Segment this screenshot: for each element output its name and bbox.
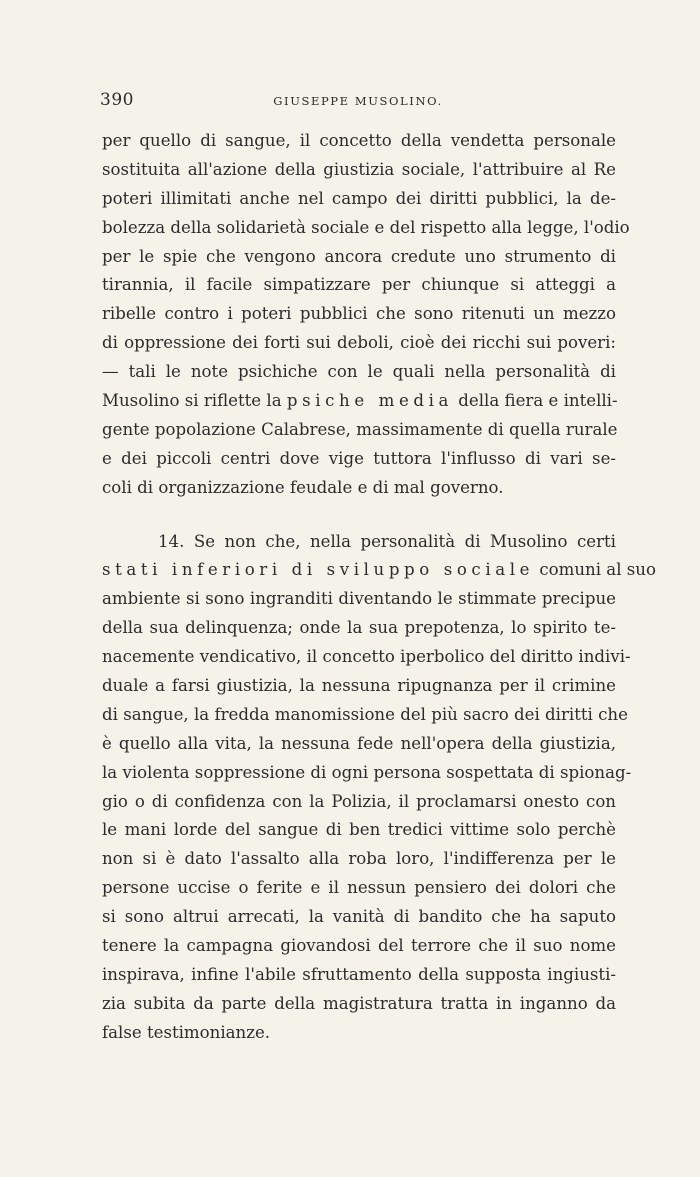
text-line: di sangue, la fredda manomissione del più sacro dei diritti che [102, 704, 628, 724]
text-line: tenere la campagna giovandosi del terrore che il suo nome [102, 936, 616, 956]
text-line: tirannia, il facile simpatizzare per chiunque si atteggi a [102, 275, 616, 295]
text-segment: della fiera e intelli- [453, 391, 618, 411]
text-line: inspirava, infine l'abile sfruttamento della supposta ingiusti- [102, 964, 616, 984]
text-line: gio o di confidenza con la Polizia, il proclamarsi onesto con [102, 791, 616, 811]
text-line: si sono altrui arrecati, la vanità di bandito che ha saputo [102, 907, 616, 927]
text-line: della sua delinquenza; onde la sua prepotenza, lo spirito te- [102, 618, 616, 638]
text-segment: comuni al suo [534, 560, 656, 580]
text-line-with-spaced-emphasis [102, 556, 656, 585]
paragraph-gap [102, 503, 616, 528]
text-line: è quello alla vita, la nessuna fede nell'opera della giustizia, [102, 733, 616, 753]
text-line: le mani lorde del sangue di ben tredici vittime solo perchè [102, 820, 616, 840]
text-line: e dei piccoli centri dove vige tuttora l'influsso di vari se- [102, 448, 616, 468]
text-line: nacemente vendicativo, il concetto iperbolico del diritto indivi- [102, 647, 631, 667]
page-number: 390 [100, 90, 134, 110]
text-line: gente popolazione Calabrese, massimamente di quella rurale [102, 419, 618, 439]
text-line: ribelle contro i poteri pubblici che sono ritenuti un mezzo [102, 304, 616, 324]
spaced-emphasis: psiche media [286, 391, 453, 411]
running-head: GIUSEPPE MUSOLINO. [273, 94, 443, 108]
text-line: zia subita da parte della magistratura tratta in inganno da [102, 993, 616, 1013]
text-line: 14. Se non che, nella personalità di Musolino certi [158, 531, 616, 551]
text-line: la violenta soppressione di ogni persona sospettata di spionag- [102, 762, 632, 782]
text-line: di oppressione dei forti sui deboli, cioè dei ricchi sui poveri: [102, 333, 616, 353]
text-line: per quello di sangue, il concetto della vendetta personale [102, 131, 616, 150]
text-line: duale a farsi giustizia, la nessuna ripugnanza per il crimine [102, 676, 616, 696]
text-line: coli di organizzazione feudale e di mal governo. [102, 477, 504, 497]
paragraph-1 [102, 127, 630, 503]
spaced-emphasis: stati inferiori di sviluppo sociale [102, 560, 535, 580]
text-line: bolezza della solidarietà sociale e del rispetto alla legge, l'odio [102, 217, 630, 237]
paragraph-2 [102, 528, 656, 1048]
text-line: sostituita all'azione della giustizia sociale, l'attribuire al Re [102, 159, 616, 179]
text-line: — tali le note psichiche con le quali nella personalità di [102, 362, 616, 382]
page-header [100, 90, 616, 116]
text-line-with-spaced-emphasis [102, 387, 616, 416]
text-line: non si è dato l'assalto alla roba loro, l'indifferenza per le [102, 849, 616, 869]
text-line: per le spie che vengono ancora credute uno strumento di [102, 246, 616, 266]
text-line: ambiente si sono ingranditi diventando le stimmate precipue [102, 589, 616, 609]
text-line: persone uccise o ferite e il nessun pensiero dei dolori che [102, 878, 616, 898]
text-line: false testimonianze. [102, 1022, 271, 1042]
text-line: poteri illimitati anche nel campo dei diritti pubblici, la de- [102, 188, 616, 208]
text-segment: Musolino si riflette la [102, 391, 287, 411]
body-text [102, 127, 656, 1048]
